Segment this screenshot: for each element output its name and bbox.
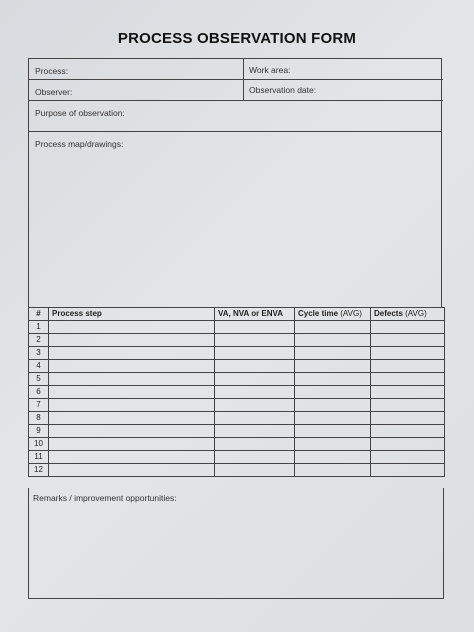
header-va-nva-enva: VA, NVA or ENVA bbox=[215, 308, 295, 321]
divider bbox=[243, 59, 244, 100]
defects-cell[interactable] bbox=[371, 334, 445, 347]
cycle-time-cell[interactable] bbox=[295, 412, 371, 425]
row-number: 1 bbox=[29, 321, 49, 334]
remarks-label: Remarks / improvement opportunities: bbox=[33, 493, 177, 503]
table-row bbox=[29, 347, 445, 360]
header-cycle-time-label: Cycle time bbox=[298, 309, 339, 318]
process-label: Process: bbox=[35, 66, 69, 76]
defects-cell[interactable] bbox=[371, 412, 445, 425]
va-cell[interactable] bbox=[215, 438, 295, 451]
observation-date-field[interactable] bbox=[249, 85, 316, 95]
process-step-cell[interactable] bbox=[49, 451, 215, 464]
va-cell[interactable] bbox=[215, 360, 295, 373]
cycle-time-cell[interactable] bbox=[295, 360, 371, 373]
defects-cell[interactable] bbox=[371, 451, 445, 464]
remarks-area[interactable] bbox=[28, 488, 444, 599]
table-row bbox=[29, 425, 445, 438]
row-number: 3 bbox=[29, 347, 49, 360]
process-map-label: Process map/drawings: bbox=[35, 139, 124, 149]
row-number: 10 bbox=[29, 438, 49, 451]
process-step-cell[interactable] bbox=[49, 334, 215, 347]
process-step-cell[interactable] bbox=[49, 438, 215, 451]
va-cell[interactable] bbox=[215, 399, 295, 412]
row-number: 6 bbox=[29, 386, 49, 399]
cycle-time-cell[interactable] bbox=[295, 451, 371, 464]
divider bbox=[29, 100, 443, 101]
header-process-step: Process step bbox=[49, 308, 215, 321]
defects-cell[interactable] bbox=[371, 399, 445, 412]
row-number: 12 bbox=[29, 464, 49, 477]
cycle-time-cell[interactable] bbox=[295, 334, 371, 347]
row-number: 5 bbox=[29, 373, 49, 386]
row-number: 2 bbox=[29, 334, 49, 347]
process-map-area[interactable] bbox=[28, 131, 442, 307]
info-section bbox=[28, 58, 442, 131]
page-title: PROCESS OBSERVATION FORM bbox=[117, 30, 357, 47]
table-row bbox=[29, 321, 445, 334]
work-area-label: Work area: bbox=[249, 65, 291, 75]
process-steps-table bbox=[28, 307, 444, 477]
va-cell[interactable] bbox=[215, 386, 295, 399]
process-step-cell[interactable] bbox=[49, 386, 215, 399]
observation-date-label: Observation date: bbox=[249, 85, 317, 95]
defects-cell[interactable] bbox=[371, 360, 445, 373]
header-cycle-time-avg: (AVG) bbox=[340, 309, 362, 318]
table-row bbox=[29, 360, 445, 373]
process-step-cell[interactable] bbox=[49, 360, 215, 373]
header-defects-label: Defects bbox=[374, 309, 403, 318]
table-row bbox=[29, 373, 445, 386]
va-cell[interactable] bbox=[215, 412, 295, 425]
va-cell[interactable] bbox=[215, 334, 295, 347]
cycle-time-cell[interactable] bbox=[295, 464, 371, 477]
observer-field[interactable] bbox=[35, 87, 72, 97]
defects-cell[interactable] bbox=[371, 373, 445, 386]
table-row bbox=[29, 399, 445, 412]
defects-cell[interactable] bbox=[371, 425, 445, 438]
cycle-time-cell[interactable] bbox=[295, 347, 371, 360]
observer-label: Observer: bbox=[35, 87, 73, 97]
cycle-time-cell[interactable] bbox=[295, 425, 371, 438]
table-row bbox=[29, 451, 445, 464]
table-header-row bbox=[29, 308, 445, 321]
header-cycle-time bbox=[295, 308, 371, 321]
va-cell[interactable] bbox=[215, 451, 295, 464]
purpose-label: Purpose of observation: bbox=[35, 108, 125, 118]
header-defects-avg: (AVG) bbox=[405, 309, 427, 318]
row-number: 11 bbox=[29, 451, 49, 464]
va-cell[interactable] bbox=[215, 425, 295, 438]
table-row bbox=[29, 438, 445, 451]
defects-cell[interactable] bbox=[371, 386, 445, 399]
purpose-field[interactable] bbox=[35, 108, 125, 118]
row-number: 7 bbox=[29, 399, 49, 412]
row-number: 8 bbox=[29, 412, 49, 425]
table-row bbox=[29, 334, 445, 347]
defects-cell[interactable] bbox=[371, 464, 445, 477]
row-number: 4 bbox=[29, 360, 49, 373]
process-field[interactable] bbox=[35, 66, 68, 76]
header-defects bbox=[371, 308, 445, 321]
process-step-cell[interactable] bbox=[49, 399, 215, 412]
work-area-field[interactable] bbox=[249, 65, 290, 75]
cycle-time-cell[interactable] bbox=[295, 321, 371, 334]
defects-cell[interactable] bbox=[371, 438, 445, 451]
va-cell[interactable] bbox=[215, 321, 295, 334]
table-row bbox=[29, 464, 445, 477]
process-step-cell[interactable] bbox=[49, 321, 215, 334]
process-step-cell[interactable] bbox=[49, 412, 215, 425]
table-row bbox=[29, 412, 445, 425]
defects-cell[interactable] bbox=[371, 347, 445, 360]
header-number: # bbox=[29, 308, 49, 321]
va-cell[interactable] bbox=[215, 373, 295, 386]
cycle-time-cell[interactable] bbox=[295, 438, 371, 451]
divider bbox=[29, 79, 443, 80]
row-number: 9 bbox=[29, 425, 49, 438]
process-step-cell[interactable] bbox=[49, 373, 215, 386]
cycle-time-cell[interactable] bbox=[295, 399, 371, 412]
table-row bbox=[29, 386, 445, 399]
process-step-cell[interactable] bbox=[49, 425, 215, 438]
cycle-time-cell[interactable] bbox=[295, 373, 371, 386]
va-cell[interactable] bbox=[215, 347, 295, 360]
process-step-cell[interactable] bbox=[49, 464, 215, 477]
cycle-time-cell[interactable] bbox=[295, 386, 371, 399]
defects-cell[interactable] bbox=[371, 321, 445, 334]
process-step-cell[interactable] bbox=[49, 347, 215, 360]
va-cell[interactable] bbox=[215, 464, 295, 477]
